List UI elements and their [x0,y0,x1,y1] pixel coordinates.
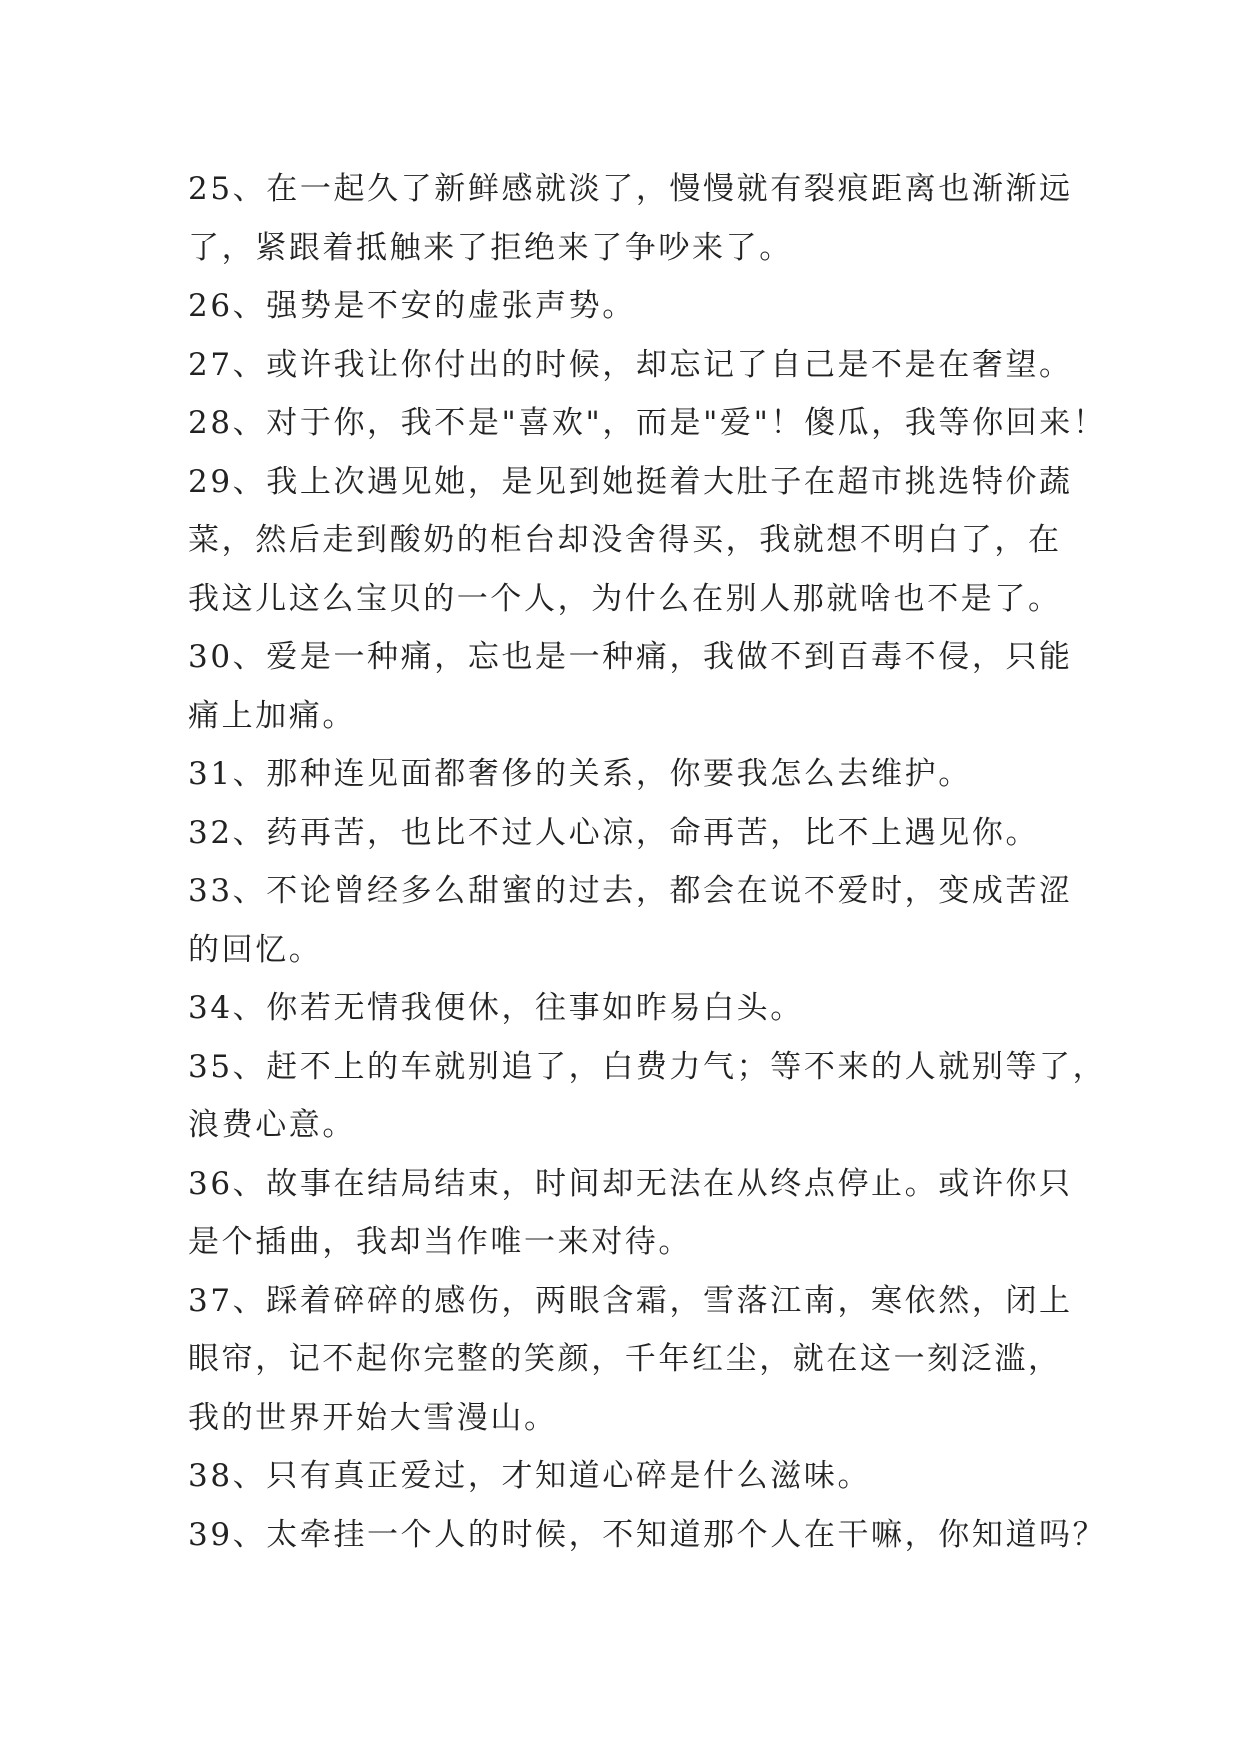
text-line: 痛上加痛。 [188,697,356,734]
text-line: 的回忆。 [188,931,323,968]
document-body [188,160,1107,1564]
text-line: 了，紧跟着抵触来了拒绝来了争吵来了。 [188,229,793,266]
text-line: 菜，然后走到酸奶的柜台却没舍得买，我就想不明白了，在 [188,522,1062,558]
text-line: 我这儿这么宝贝的一个人，为什么在别人那就啥也不是了。 [188,580,1062,617]
text-line: 是个插曲，我却当作唯一来对待。 [188,1224,692,1260]
text-line: 33、不论曾经多么甜蜜的过去，都会在说不爱时，变成苦涩 [188,873,1073,909]
text-line: 30、爱是一种痛，忘也是一种痛，我做不到百毒不侵，只能 [188,639,1073,675]
text-line: 34、你若无情我便休，往事如昨易白头。 [188,990,804,1026]
text-line: 28、对于你，我不是"喜欢"，而是"爱"！傻瓜，我等你回来！ [188,405,1107,441]
text-line: 眼帘，记不起你完整的笑颜，千年红尘，就在这一刻泛滥， [188,1341,1062,1377]
text-line: 39、太牵挂一个人的时候，不知道那个人在干嘛，你知道吗？ [188,1516,1107,1553]
text-line: 29、我上次遇见她，是见到她挺着大肚子在超市挑选特价蔬 [188,463,1073,500]
text-line: 36、故事在结局结束，时间却无法在从终点停止。或许你只 [188,1165,1073,1202]
text-line: 26、强势是不安的虚张声势。 [188,288,636,324]
text-line: 浪费心意。 [188,1107,356,1143]
text-line: 37、踩着碎碎的感伤，两眼含霜，雪落江南，寒依然，闭上 [188,1282,1073,1319]
text-line: 31、那种连见面都奢侈的关系，你要我怎么去维护。 [188,756,972,792]
text-line: 35、赶不上的车就别追了，白费力气；等不来的人就别等了， [188,1048,1107,1085]
text-line: 38、只有真正爱过，才知道心碎是什么滋味。 [188,1458,872,1494]
text-line: 我的世界开始大雪漫山。 [188,1399,558,1436]
text-line: 32、药再苦，也比不过人心凉，命再苦，比不上遇见你。 [188,814,1040,851]
text-line: 27、或许我让你付出的时候，却忘记了自己是不是在奢望。 [188,346,1073,383]
text-line: 25、在一起久了新鲜感就淡了，慢慢就有裂痕距离也渐渐远 [188,171,1073,207]
